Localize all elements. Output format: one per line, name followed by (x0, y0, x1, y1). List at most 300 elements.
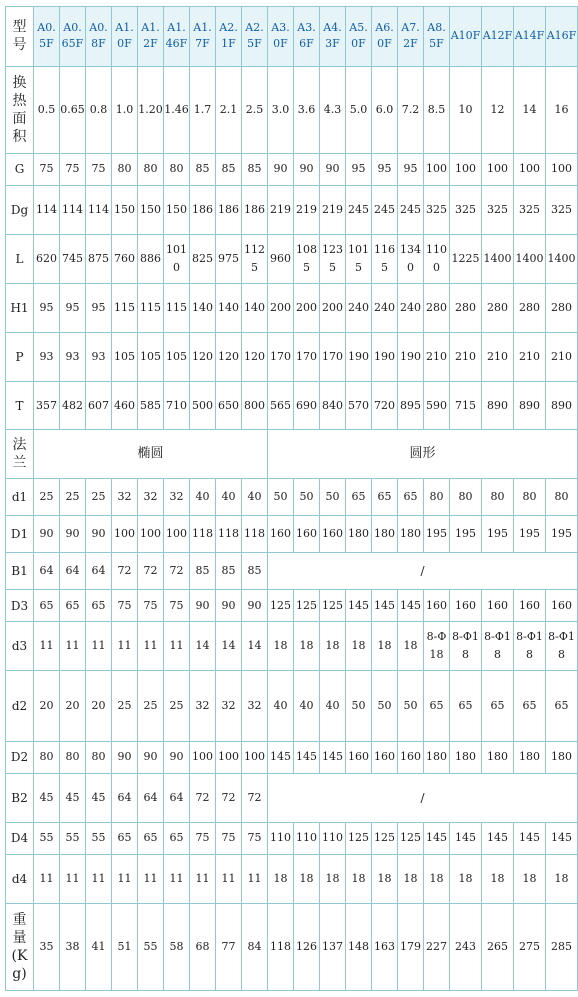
table-cell: 77 (216, 904, 241, 990)
table-cell: 150 (164, 186, 189, 234)
table-cell: 11 (60, 855, 85, 903)
table-cell: 160 (546, 590, 577, 621)
table-cell: 65 (372, 479, 397, 515)
table-cell: 8-Φ18 (546, 622, 577, 670)
table-cell: 745 (60, 235, 85, 283)
table-row (6, 186, 577, 234)
model-header: A3.6F (294, 7, 319, 66)
table-cell: 18 (346, 622, 371, 670)
table-cell: 180 (398, 516, 423, 552)
row-label: 换热面积 (6, 67, 33, 153)
model-header: A2.5F (242, 7, 267, 66)
table-cell: 160 (398, 742, 423, 773)
table-cell: 100 (424, 154, 449, 185)
table-cell: 110 (268, 823, 293, 854)
table-cell: 245 (398, 186, 423, 234)
table-cell: 38 (60, 904, 85, 990)
table-cell: 145 (482, 823, 513, 854)
header-label: 型号 (6, 7, 33, 66)
model-header: A1.2F (138, 7, 163, 66)
table-cell: 85 (190, 154, 215, 185)
model-header: A12F (482, 7, 513, 66)
table-cell: 14 (514, 67, 545, 153)
table-cell: 1100 (424, 235, 449, 283)
table-cell: 2.5 (242, 67, 267, 153)
table-cell: 170 (294, 333, 319, 381)
table-cell: 25 (34, 479, 59, 515)
row-label: H1 (6, 284, 33, 332)
table-cell: 75 (242, 823, 267, 854)
table-cell: 195 (546, 516, 577, 552)
table-cell: 18 (320, 622, 345, 670)
table-cell: 895 (398, 382, 423, 430)
row-label: 法兰 (6, 430, 33, 478)
table-cell: 80 (164, 154, 189, 185)
table-cell: 715 (450, 382, 481, 430)
table-cell: 18 (450, 855, 481, 903)
table-cell: 0.5 (34, 67, 59, 153)
table-cell: 90 (294, 154, 319, 185)
table-cell: 170 (268, 333, 293, 381)
table-cell: 68 (190, 904, 215, 990)
table-cell: 210 (424, 333, 449, 381)
spec-table (5, 6, 578, 991)
table-cell: 65 (112, 823, 137, 854)
table-cell: 12 (482, 67, 513, 153)
table-cell: 75 (60, 154, 85, 185)
table-cell: 607 (86, 382, 111, 430)
table-cell: 125 (268, 590, 293, 621)
table-cell: 11 (216, 855, 241, 903)
table-cell: 245 (346, 186, 371, 234)
table-row (6, 284, 577, 332)
table-row (6, 823, 577, 854)
table-cell: 80 (86, 742, 111, 773)
table-cell: 180 (546, 742, 577, 773)
table-cell: 32 (242, 671, 267, 740)
table-cell: 160 (294, 516, 319, 552)
table-cell: 90 (138, 742, 163, 773)
table-cell: 32 (164, 479, 189, 515)
table-cell: 650 (216, 382, 241, 430)
table-cell: 11 (34, 855, 59, 903)
table-cell: 75 (190, 823, 215, 854)
table-cell: 3.6 (294, 67, 319, 153)
table-cell: 50 (268, 479, 293, 515)
table-cell: 40 (216, 479, 241, 515)
table-cell: 100 (112, 516, 137, 552)
table-cell: 32 (138, 479, 163, 515)
flange-round: 圆形 (268, 430, 577, 478)
table-cell: 100 (482, 154, 513, 185)
table-cell: 125 (346, 823, 371, 854)
table-cell: 126 (294, 904, 319, 990)
table-cell: 72 (190, 774, 215, 822)
table-cell: 120 (242, 333, 267, 381)
table-cell: 760 (112, 235, 137, 283)
table-cell: 140 (190, 284, 215, 332)
table-cell: 590 (424, 382, 449, 430)
table-cell: 11 (164, 855, 189, 903)
table-cell: 40 (242, 479, 267, 515)
table-cell: 585 (138, 382, 163, 430)
table-cell: 65 (398, 479, 423, 515)
table-cell: 65 (424, 671, 449, 740)
table-cell: 1.20 (138, 67, 163, 153)
table-cell: 93 (60, 333, 85, 381)
table-row (6, 67, 577, 153)
table-cell: 90 (60, 516, 85, 552)
table-cell: 0.65 (60, 67, 85, 153)
table-cell: 25 (60, 479, 85, 515)
table-cell: 140 (242, 284, 267, 332)
table-cell: 125 (398, 823, 423, 854)
table-cell: 219 (294, 186, 319, 234)
table-cell: 85 (216, 154, 241, 185)
table-cell: 325 (450, 186, 481, 234)
table-cell: 20 (86, 671, 111, 740)
table-cell: 40 (268, 671, 293, 740)
table-cell: 84 (242, 904, 267, 990)
table-cell: 64 (86, 553, 111, 589)
table-cell: 25 (164, 671, 189, 740)
table-cell: 105 (138, 333, 163, 381)
table-cell: 210 (450, 333, 481, 381)
table-cell: 18 (294, 855, 319, 903)
model-header: A8.5F (424, 7, 449, 66)
model-header: A4.3F (320, 7, 345, 66)
table-cell: 1235 (320, 235, 345, 283)
table-cell: 100 (514, 154, 545, 185)
table-cell: 18 (268, 622, 293, 670)
model-header: A16F (546, 7, 577, 66)
table-cell: 100 (216, 742, 241, 773)
table-cell: 65 (482, 671, 513, 740)
table-cell: 1400 (482, 235, 513, 283)
table-cell: 3.0 (268, 67, 293, 153)
model-header: A7.2F (398, 7, 423, 66)
model-header: A0.5F (34, 7, 59, 66)
table-cell: 1.46 (164, 67, 189, 153)
table-cell: 11 (112, 855, 137, 903)
table-cell: 20 (60, 671, 85, 740)
table-row (6, 774, 577, 822)
table-cell: 160 (482, 590, 513, 621)
table-cell: 1015 (346, 235, 371, 283)
table-cell: 243 (450, 904, 481, 990)
table-cell: 65 (514, 671, 545, 740)
table-cell: 118 (242, 516, 267, 552)
model-header: A1.46F (164, 7, 189, 66)
table-cell: 125 (294, 590, 319, 621)
table-cell: 95 (346, 154, 371, 185)
table-cell: 145 (268, 742, 293, 773)
table-cell: 179 (398, 904, 423, 990)
table-cell: 186 (216, 186, 241, 234)
table-cell: 6.0 (372, 67, 397, 153)
table-cell: 114 (86, 186, 111, 234)
table-cell: 85 (190, 553, 215, 589)
table-cell: 50 (398, 671, 423, 740)
not-applicable-cell: / (268, 774, 577, 822)
table-row (6, 671, 577, 740)
table-cell: 210 (514, 333, 545, 381)
model-header: A3.0F (268, 7, 293, 66)
model-header: A0.8F (86, 7, 111, 66)
table-cell: 105 (164, 333, 189, 381)
table-cell: 190 (398, 333, 423, 381)
table-cell: 45 (60, 774, 85, 822)
table-cell: 8-Φ18 (482, 622, 513, 670)
row-label: d4 (6, 855, 33, 903)
table-cell: 40 (190, 479, 215, 515)
model-header: A5.0F (346, 7, 371, 66)
table-cell: 186 (242, 186, 267, 234)
table-cell: 11 (34, 622, 59, 670)
table-cell: 280 (450, 284, 481, 332)
table-cell: 975 (216, 235, 241, 283)
table-cell: 1165 (372, 235, 397, 283)
table-cell: 18 (268, 855, 293, 903)
table-cell: 690 (294, 382, 319, 430)
table-cell: 280 (424, 284, 449, 332)
table-cell: 110 (294, 823, 319, 854)
table-cell: 35 (34, 904, 59, 990)
table-cell: 1125 (242, 235, 267, 283)
table-cell: 875 (86, 235, 111, 283)
table-cell: 890 (482, 382, 513, 430)
table-cell: 65 (164, 823, 189, 854)
table-cell: 190 (346, 333, 371, 381)
row-label: P (6, 333, 33, 381)
table-cell: 460 (112, 382, 137, 430)
table-cell: 1340 (398, 235, 423, 283)
table-cell: 180 (514, 742, 545, 773)
table-cell: 75 (164, 590, 189, 621)
table-row (6, 590, 577, 621)
table-row (6, 235, 577, 283)
table-cell: 95 (398, 154, 423, 185)
table-cell: 80 (34, 742, 59, 773)
table-row (6, 479, 577, 515)
table-cell: 137 (320, 904, 345, 990)
table-cell: 80 (112, 154, 137, 185)
table-cell: 90 (216, 590, 241, 621)
row-label: D1 (6, 516, 33, 552)
flange-ellipse: 椭圆 (34, 430, 267, 478)
table-cell: 565 (268, 382, 293, 430)
model-header: A0.65F (60, 7, 85, 66)
table-cell: 18 (424, 855, 449, 903)
table-cell: 1.0 (112, 67, 137, 153)
table-cell: 80 (60, 742, 85, 773)
table-cell: 145 (294, 742, 319, 773)
table-cell: 85 (216, 553, 241, 589)
table-cell: 195 (482, 516, 513, 552)
table-cell: 40 (320, 671, 345, 740)
table-cell: 118 (216, 516, 241, 552)
table-cell: 95 (34, 284, 59, 332)
table-cell: 160 (320, 516, 345, 552)
table-cell: 11 (138, 855, 163, 903)
table-cell: 55 (138, 904, 163, 990)
table-cell: 145 (424, 823, 449, 854)
table-cell: 18 (372, 855, 397, 903)
table-cell: 18 (372, 622, 397, 670)
table-cell: 160 (424, 590, 449, 621)
table-cell: 32 (216, 671, 241, 740)
table-cell: 4.3 (320, 67, 345, 153)
table-cell: 240 (372, 284, 397, 332)
table-cell: 100 (546, 154, 577, 185)
table-cell: 14 (242, 622, 267, 670)
table-cell: 90 (164, 742, 189, 773)
table-cell: 20 (34, 671, 59, 740)
table-cell: 75 (34, 154, 59, 185)
table-cell: 1400 (546, 235, 577, 283)
table-cell: 65 (34, 590, 59, 621)
table-cell: 75 (216, 823, 241, 854)
table-cell: 325 (514, 186, 545, 234)
table-cell: 482 (60, 382, 85, 430)
table-cell: 145 (398, 590, 423, 621)
table-cell: 64 (34, 553, 59, 589)
table-cell: 180 (424, 742, 449, 773)
table-cell: 265 (482, 904, 513, 990)
row-label: L (6, 235, 33, 283)
table-cell: 95 (60, 284, 85, 332)
table-cell: 115 (164, 284, 189, 332)
table-row (6, 622, 577, 670)
table-cell: 245 (372, 186, 397, 234)
table-cell: 125 (320, 590, 345, 621)
table-cell: 1225 (450, 235, 481, 283)
table-cell: 710 (164, 382, 189, 430)
table-cell: 80 (424, 479, 449, 515)
table-cell: 11 (190, 855, 215, 903)
table-cell: 195 (450, 516, 481, 552)
row-label: D3 (6, 590, 33, 621)
table-cell: 80 (450, 479, 481, 515)
model-header: A14F (514, 7, 545, 66)
table-cell: 41 (86, 904, 111, 990)
table-cell: 72 (216, 774, 241, 822)
row-label: B1 (6, 553, 33, 589)
table-cell: 280 (514, 284, 545, 332)
table-cell: 720 (372, 382, 397, 430)
table-cell: 219 (320, 186, 345, 234)
table-cell: 160 (372, 742, 397, 773)
table-cell: 325 (482, 186, 513, 234)
table-cell: 240 (346, 284, 371, 332)
table-cell: 25 (138, 671, 163, 740)
table-cell: 80 (482, 479, 513, 515)
table-cell: 325 (546, 186, 577, 234)
table-cell: 18 (346, 855, 371, 903)
table-cell: 5.0 (346, 67, 371, 153)
table-cell: 45 (34, 774, 59, 822)
table-cell: 115 (112, 284, 137, 332)
row-label: B2 (6, 774, 33, 822)
table-cell: 2.1 (216, 67, 241, 153)
table-cell: 620 (34, 235, 59, 283)
table-cell: 145 (450, 823, 481, 854)
table-cell: 200 (268, 284, 293, 332)
table-row (6, 382, 577, 430)
table-cell: 160 (346, 742, 371, 773)
table-cell: 190 (372, 333, 397, 381)
model-header: A1.7F (190, 7, 215, 66)
table-cell: 65 (346, 479, 371, 515)
table-cell: 72 (164, 553, 189, 589)
table-cell: 90 (190, 590, 215, 621)
table-cell: 11 (112, 622, 137, 670)
table-cell: 200 (294, 284, 319, 332)
table-cell: 64 (112, 774, 137, 822)
table-cell: 800 (242, 382, 267, 430)
table-cell: 8-Φ18 (424, 622, 449, 670)
table-cell: 180 (450, 742, 481, 773)
table-cell: 25 (86, 479, 111, 515)
table-cell: 150 (138, 186, 163, 234)
table-cell: 93 (34, 333, 59, 381)
table-cell: 570 (346, 382, 371, 430)
table-cell: 65 (138, 823, 163, 854)
table-cell: 357 (34, 382, 59, 430)
table-row (6, 333, 577, 381)
table-cell: 18 (294, 622, 319, 670)
not-applicable-cell: / (268, 553, 577, 589)
row-label: d2 (6, 671, 33, 740)
table-cell: 1.7 (190, 67, 215, 153)
table-cell: 170 (320, 333, 345, 381)
table-cell: 64 (138, 774, 163, 822)
table-cell: 120 (216, 333, 241, 381)
table-cell: 72 (242, 774, 267, 822)
table-row (6, 742, 577, 773)
row-label: Dg (6, 186, 33, 234)
table-cell: 16 (546, 67, 577, 153)
table-cell: 8.5 (424, 67, 449, 153)
table-cell: 114 (34, 186, 59, 234)
table-cell: 886 (138, 235, 163, 283)
table-cell: 186 (190, 186, 215, 234)
table-cell: 80 (546, 479, 577, 515)
table-cell: 72 (112, 553, 137, 589)
table-cell: 148 (346, 904, 371, 990)
table-cell: 50 (294, 479, 319, 515)
model-header: A10F (450, 7, 481, 66)
table-cell: 32 (112, 479, 137, 515)
table-cell: 11 (164, 622, 189, 670)
table-cell: 18 (482, 855, 513, 903)
table-cell: 8-Φ18 (514, 622, 545, 670)
table-cell: 160 (514, 590, 545, 621)
row-label: 重量(Kg) (6, 904, 33, 990)
table-cell: 118 (190, 516, 215, 552)
table-cell: 25 (112, 671, 137, 740)
table-row (6, 904, 577, 990)
table-cell: 11 (138, 622, 163, 670)
row-label: D2 (6, 742, 33, 773)
table-cell: 64 (60, 553, 85, 589)
table-cell: 0.8 (86, 67, 111, 153)
table-cell: 285 (546, 904, 577, 990)
table-cell: 14 (190, 622, 215, 670)
table-cell: 1010 (164, 235, 189, 283)
row-label: D4 (6, 823, 33, 854)
table-cell: 118 (268, 904, 293, 990)
